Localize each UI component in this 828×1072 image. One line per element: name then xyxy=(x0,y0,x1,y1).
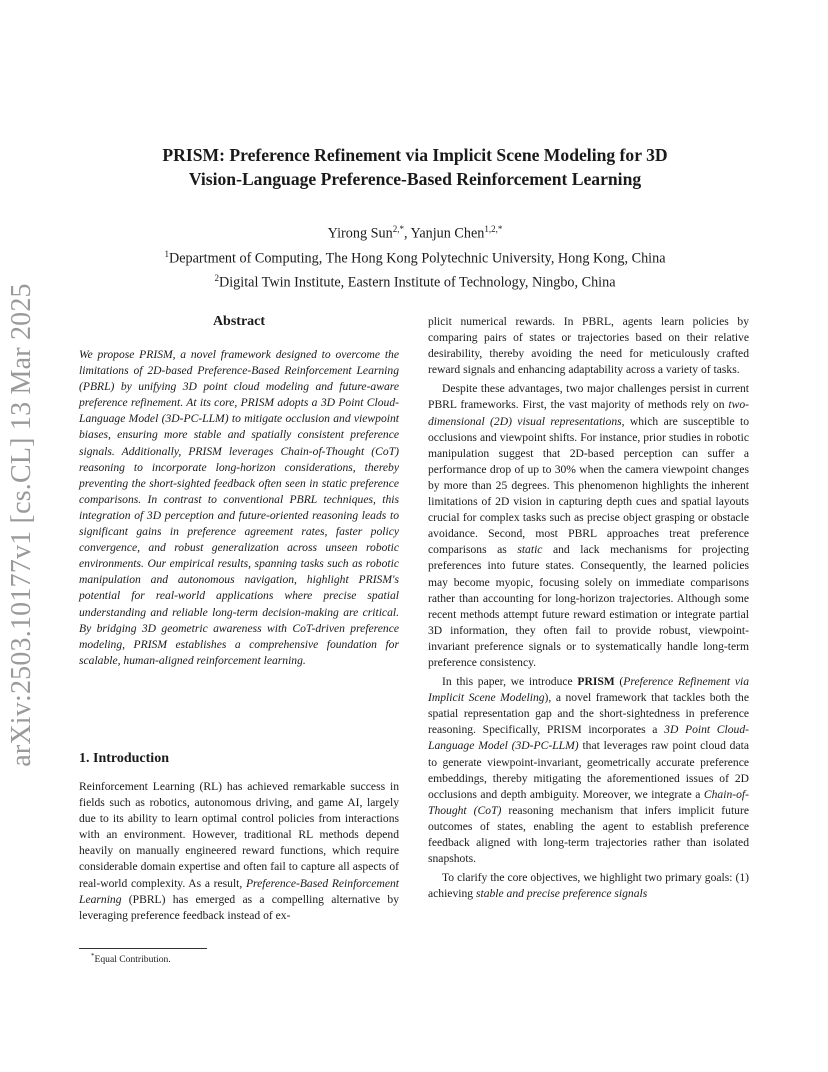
p3-open-paren: ( xyxy=(614,675,624,689)
affiliation-1 xyxy=(100,244,730,269)
p3-emphasis-3dpcllm: 3D Point Cloud-Language Model (3D-PC-LLM) xyxy=(428,723,749,753)
p3-prism-bold: PRISM xyxy=(577,675,615,689)
intro-p1-part-b: (PBRL) has emerged as a compelling alternative by leveraging preference feedback instead of ex- xyxy=(79,892,399,922)
p3-emphasis-cot: Chain-of-Thought (CoT) xyxy=(428,787,749,817)
footnote xyxy=(79,952,171,965)
author-names xyxy=(100,219,730,244)
arxiv-stamp: arXiv:2503.10177v1 [cs.CL] 13 Mar 2025 xyxy=(6,283,37,767)
author-block xyxy=(100,219,730,293)
author-2: Yanjun Chen xyxy=(410,225,485,242)
affiliation-2-sup: 2 xyxy=(214,273,219,284)
author-1-sup: 2,* xyxy=(392,224,404,234)
author-2-sup: 1,2,* xyxy=(484,224,503,234)
intro-p1-emphasis: Preference-Based Reinforcement Learning xyxy=(79,876,399,906)
p2-part-b: , which are susceptible to occlusions and viewpoint shifts. For instance, prior studies in robotic manipulation suggest that 2D-based perception can suffer a performance drop of up to 30% when the camera viewpoint changes by more than 25 degrees. This phenomenon highlights the inherent limitations of 2D vision in capturing depth cues and spatial layouts crucial for complex tasks such as precise object grasping or obstacle avoidance. Second, most PBRL approaches treat preference comparisons as xyxy=(428,414,749,557)
affiliation-2 xyxy=(100,268,730,293)
right-paragraph-2 xyxy=(428,381,749,671)
p4-emphasis: stable and precise preference signals xyxy=(475,887,648,901)
section-heading-introduction: 1. Introduction xyxy=(79,751,169,766)
p2-emphasis-static: static xyxy=(517,543,543,557)
abstract-heading: Abstract xyxy=(212,314,266,329)
right-column xyxy=(428,314,749,905)
p2-part-a: Despite these advantages, two major challenges persist in current PBRL frameworks. First, the vast majority of methods rely on xyxy=(428,382,749,412)
p4-part-a: To clarify the core objectives, we highlight two primary goals: (1) achieving xyxy=(428,871,749,901)
affiliation-2-text: Digital Twin Institute, Eastern Institute of Technology, Ningbo, China xyxy=(218,275,616,292)
intro-paragraph-1 xyxy=(79,779,399,924)
p3-part-c: ), a novel framework that tackles both the spatial representation gap and the short-sightedness in preference reasoning. Specifically, PRISM incorporates a xyxy=(428,691,749,737)
paper-title xyxy=(100,143,730,191)
p3-part-a: In this paper, we introduce xyxy=(442,675,578,689)
affiliation-1-text: Department of Computing, The Hong Kong Polytechnic University, Hong Kong, China xyxy=(169,250,666,267)
right-paragraph-3 xyxy=(428,674,749,867)
right-paragraph-4 xyxy=(428,870,749,902)
p2-part-c: and lack mechanisms for projecting preferences into future states. Consequently, the learned policies may become myopic, focusing solely on immediate comparisons rather than accounting for long-horizon trajectories. Although some recent methods attempt future reward estimation or integrate partial 3D information, they often fail to provide robust, viewpoint-invariant preference signals or to systematically handle long-term preference consistency. xyxy=(428,543,749,669)
title-line-2: Vision-Language Preference-Based Reinforcement Learning xyxy=(188,169,642,189)
right-paragraph-1: plicit numerical rewards. In PBRL, agents learn policies by comparing pairs of states or trajectories based on their relative desirability, thereby avoiding the need for meticulously crafted reward signals and enhancing adaptability across a variety of tasks. xyxy=(428,315,749,377)
footnote-rule xyxy=(79,948,207,949)
intro-p1-part-a: Reinforcement Learning (RL) has achieved remarkable success in fields such as robotics, autonomous driving, and game AI, largely due to its ability to learn optimal control policies from interactions with an environment. However, traditional RL methods depend heavily on manually engineered reward functions, which require considerable domain expertise and often fail to capture all aspects of real-world complexity. As a result, xyxy=(79,780,399,890)
title-line-1: PRISM: Preference Refinement via Implicit Scene Modeling for 3D xyxy=(162,145,668,165)
footnote-marker: * xyxy=(91,952,95,960)
p3-part-e: reasoning mechanism that infers implicit future outcomes of states, enabling the agent to establish preference feedback aligned with long-term trajectories rather than isolated snapshots. xyxy=(428,803,749,866)
affiliation-1-sup: 1 xyxy=(164,248,169,259)
author-1: Yirong Sun xyxy=(327,225,393,242)
p3-part-d: that leverages raw point cloud data to generate viewpoint-invariant, geometrically accurate preference embeddings, thereby mitigating the aforementioned issues of 2D occlusions and depth ambiguity. Moreover, we integrate a xyxy=(428,739,749,801)
footnote-text: Equal Contribution. xyxy=(94,954,171,966)
author-sep: , xyxy=(403,225,411,242)
abstract-text: We propose PRISM, a novel framework designed to overcome the limitations of 2D-based Preference-Based Reinforcement Learning (PBRL) by unifying 3D point cloud modeling and future-aware preference refinement. At its core, PRISM adopts a 3D Point Cloud-Language Model (3D-PC-LLM) to mitigate occlusion and viewpoint biases, ensuring more stable and spatially consistent preference signals. Additionally, PRISM leverages Chain-of-Thought (CoT) reasoning to incorporate long-horizon considerations, thereby preventing the short-sighted feedback often seen in static preference comparisons. In contrast to conventional PBRL techniques, this integration of 3D perception and future-oriented reasoning leads to significant gains in preference agreement rates, faster policy convergence, and robust generalization across unseen robotic environments. Our empirical results, spanning tasks such as robotic manipulation and autonomous navigation, highlight PRISM's potential for real-world applications where precise spatial understanding and reliable long-term decision-making are critical. By bridging 3D geometric awareness with CoT-driven preference modeling, PRISM establishes a comprehensive foundation for scalable, human-aligned reinforcement learning. xyxy=(79,348,399,667)
p3-emphasis-expansion: Preference Refinement via Implicit Scene Modeling xyxy=(428,675,749,705)
p2-emphasis-2d: two-dimensional (2D) visual representations xyxy=(428,398,749,428)
intro-left-column xyxy=(79,779,399,924)
